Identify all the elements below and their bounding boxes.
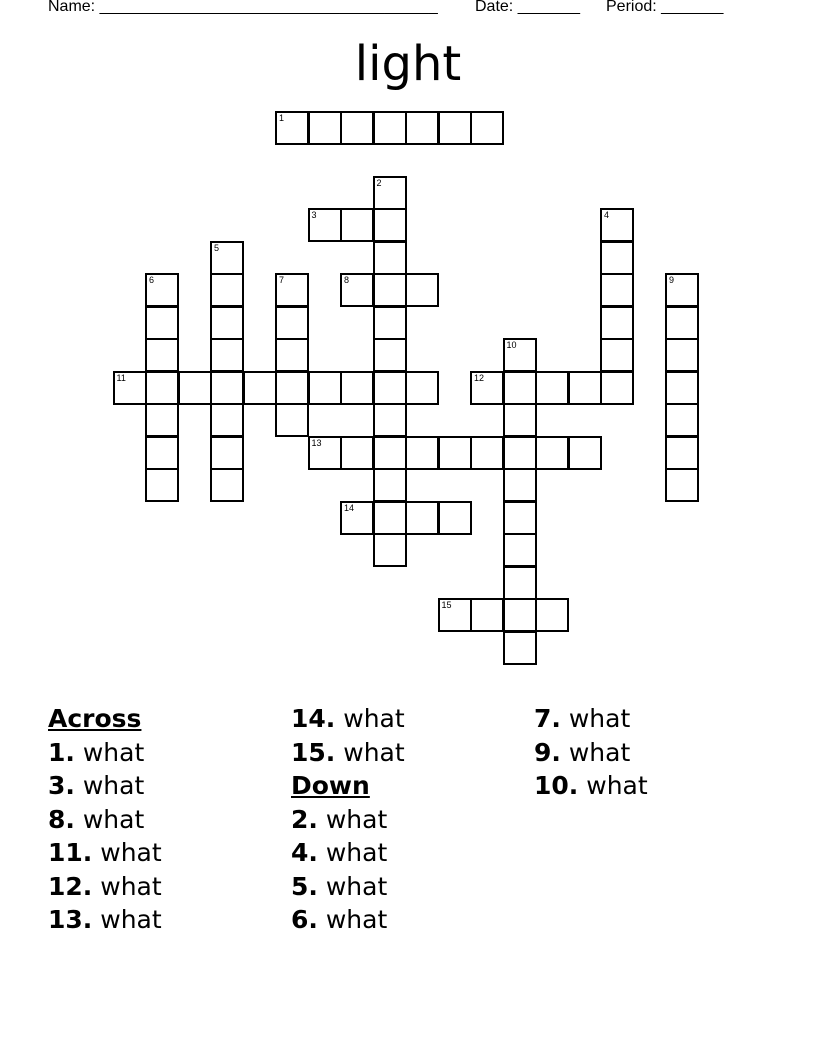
grid-cell[interactable] xyxy=(275,273,309,307)
grid-cell[interactable] xyxy=(210,241,244,275)
grid-cell[interactable] xyxy=(145,436,179,470)
clue-column-2 xyxy=(291,702,521,937)
clue-item-text: what xyxy=(82,737,145,767)
clue-item-text: what xyxy=(82,804,145,834)
grid-cell[interactable] xyxy=(470,436,504,470)
grid-cell[interactable] xyxy=(665,273,699,307)
clue-item-text: what xyxy=(343,737,405,767)
grid-cell[interactable] xyxy=(373,273,407,307)
grid-cell[interactable] xyxy=(535,436,569,470)
clue-item-number: 11. xyxy=(48,838,93,867)
clue-item-number: 14. xyxy=(291,704,336,733)
grid-cell[interactable] xyxy=(665,338,699,372)
clue-number: 9 xyxy=(669,275,675,285)
grid-cell[interactable] xyxy=(503,533,537,567)
grid-cell[interactable] xyxy=(535,598,569,632)
section-heading-text: Across xyxy=(48,704,142,733)
grid-cell[interactable] xyxy=(503,436,537,470)
grid-cell[interactable] xyxy=(600,338,634,372)
grid-cell[interactable] xyxy=(503,403,537,437)
grid-cell[interactable] xyxy=(503,338,537,372)
grid-cell[interactable] xyxy=(210,436,244,470)
grid-cell[interactable] xyxy=(373,403,407,437)
grid-cell[interactable] xyxy=(340,501,374,535)
clue-item-text: what xyxy=(568,704,631,733)
clue-item-text: what xyxy=(325,905,388,934)
clue-item xyxy=(48,903,278,937)
grid-cell[interactable] xyxy=(145,371,179,405)
grid-cell[interactable] xyxy=(503,371,537,405)
clue-item xyxy=(534,702,764,736)
grid-cell[interactable] xyxy=(113,371,147,405)
clue-item-number: 7. xyxy=(534,704,561,733)
grid-cell[interactable] xyxy=(503,501,537,535)
clue-item-number: 4. xyxy=(291,838,318,867)
clue-item xyxy=(291,803,521,837)
period-field[interactable]: Period: _______ xyxy=(606,0,724,15)
clue-number: 15 xyxy=(441,600,452,610)
grid-cell[interactable] xyxy=(308,436,342,470)
grid-cell[interactable] xyxy=(568,371,602,405)
clue-item-text: what xyxy=(100,838,162,867)
grid-cell[interactable] xyxy=(438,111,472,145)
grid-cell[interactable] xyxy=(340,273,374,307)
grid-cell[interactable] xyxy=(438,598,472,632)
clue-item-number: 10. xyxy=(534,771,579,800)
clue-item xyxy=(291,702,521,736)
grid-cell[interactable] xyxy=(600,208,634,242)
grid-cell[interactable] xyxy=(373,208,407,242)
grid-cell[interactable] xyxy=(665,436,699,470)
grid-cell[interactable] xyxy=(373,436,407,470)
clue-number: 12 xyxy=(474,372,485,383)
grid-cell[interactable] xyxy=(243,371,277,405)
clue-item-text: what xyxy=(325,804,388,834)
grid-cell[interactable] xyxy=(373,338,407,372)
grid-cell[interactable] xyxy=(405,273,439,307)
clue-item-number: 5. xyxy=(291,871,318,901)
grid-cell[interactable] xyxy=(373,111,407,145)
grid-cell[interactable] xyxy=(340,371,374,405)
clue-item xyxy=(48,870,278,904)
clue-number: 7 xyxy=(279,275,285,285)
section-heading-text: Down xyxy=(291,771,370,800)
clue-item xyxy=(48,803,278,837)
clue-item-text: what xyxy=(82,771,145,800)
grid-cell[interactable] xyxy=(210,403,244,437)
clue-item xyxy=(291,903,521,937)
clue-number: 10 xyxy=(506,340,517,350)
grid-cell[interactable] xyxy=(600,273,634,307)
clue-item-number: 12. xyxy=(48,871,93,901)
date-field[interactable]: Date: _______ xyxy=(475,0,580,15)
grid-cell[interactable] xyxy=(373,176,407,210)
grid-cell[interactable] xyxy=(308,111,342,145)
clue-number: 8 xyxy=(344,275,350,285)
grid-cell[interactable] xyxy=(600,306,634,340)
grid-cell[interactable] xyxy=(373,533,407,567)
clue-number: 6 xyxy=(149,275,155,285)
grid-cell[interactable] xyxy=(600,241,634,275)
clue-number: 2 xyxy=(376,177,382,188)
grid-cell[interactable] xyxy=(210,338,244,372)
grid-cell[interactable] xyxy=(405,371,439,405)
grid-cell[interactable] xyxy=(373,501,407,535)
grid-cell[interactable] xyxy=(373,468,407,502)
clue-number: 5 xyxy=(214,242,220,253)
clue-item-text: what xyxy=(325,871,388,901)
clue-item-number: 9. xyxy=(534,737,561,767)
grid-cell[interactable] xyxy=(535,371,569,405)
grid-cell[interactable] xyxy=(210,273,244,307)
grid-cell[interactable] xyxy=(145,273,179,307)
grid-cell[interactable] xyxy=(470,598,504,632)
clue-item-text: what xyxy=(343,704,405,733)
clue-item xyxy=(534,769,764,803)
puzzle-title: light xyxy=(354,36,462,92)
clue-item-text: what xyxy=(100,871,162,901)
grid-cell[interactable] xyxy=(340,208,374,242)
grid-cell[interactable] xyxy=(665,371,699,405)
clue-item-text: what xyxy=(586,771,648,800)
grid-cell[interactable] xyxy=(275,403,309,437)
grid-cell[interactable] xyxy=(438,436,472,470)
grid-cell[interactable] xyxy=(503,598,537,632)
grid-cell[interactable] xyxy=(178,371,212,405)
grid-cell[interactable] xyxy=(405,111,439,145)
grid-cell[interactable] xyxy=(470,111,504,145)
clue-item-number: 6. xyxy=(291,905,318,934)
grid-cell[interactable] xyxy=(568,436,602,470)
clue-section-heading xyxy=(291,769,521,803)
grid-cell[interactable] xyxy=(665,468,699,502)
grid-cell[interactable] xyxy=(340,111,374,145)
grid-cell[interactable] xyxy=(503,468,537,502)
name-field[interactable]: Name: ______________________________________ xyxy=(48,0,438,15)
clue-number: 1 xyxy=(279,112,285,123)
grid-cell[interactable] xyxy=(275,338,309,372)
grid-cell[interactable] xyxy=(503,566,537,600)
grid-cell[interactable] xyxy=(405,436,439,470)
grid-cell[interactable] xyxy=(210,371,244,405)
grid-cell[interactable] xyxy=(373,371,407,405)
clue-item-number: 1. xyxy=(48,737,75,767)
grid-cell[interactable] xyxy=(405,501,439,535)
clue-item-text: what xyxy=(100,905,162,934)
clue-item-number: 3. xyxy=(48,771,75,800)
clue-column-3 xyxy=(534,702,764,803)
grid-cell[interactable] xyxy=(275,111,309,145)
grid-cell[interactable] xyxy=(145,306,179,340)
grid-cell[interactable] xyxy=(145,468,179,502)
grid-cell[interactable] xyxy=(210,468,244,502)
grid-cell[interactable] xyxy=(665,306,699,340)
grid-cell[interactable] xyxy=(438,501,472,535)
clue-number: 11 xyxy=(116,372,126,383)
clue-item xyxy=(291,836,521,870)
clue-item-number: 8. xyxy=(48,804,75,834)
grid-cell[interactable] xyxy=(308,208,342,242)
clue-number: 4 xyxy=(604,210,610,220)
clue-item xyxy=(291,870,521,904)
clue-number: 14 xyxy=(344,502,355,513)
clue-section-heading xyxy=(48,702,278,736)
clue-item xyxy=(48,836,278,870)
grid-cell[interactable] xyxy=(275,306,309,340)
grid-cell[interactable] xyxy=(373,306,407,340)
grid-cell[interactable] xyxy=(145,338,179,372)
clue-item-text: what xyxy=(568,737,631,767)
grid-cell[interactable] xyxy=(145,403,179,437)
grid-cell[interactable] xyxy=(600,371,634,405)
clue-item xyxy=(534,736,764,770)
clue-number: 13 xyxy=(311,437,322,448)
clue-column-1 xyxy=(48,702,278,937)
clue-item-number: 15. xyxy=(291,737,336,767)
grid-cell[interactable] xyxy=(665,403,699,437)
clue-item xyxy=(48,769,278,803)
grid-cell[interactable] xyxy=(210,306,244,340)
clue-item-number: 13. xyxy=(48,905,93,934)
grid-cell[interactable] xyxy=(373,241,407,275)
grid-cell[interactable] xyxy=(470,371,504,405)
clue-item-number: 2. xyxy=(291,804,318,834)
clue-item xyxy=(48,736,278,770)
clue-item-text: what xyxy=(325,838,388,867)
clue-number: 3 xyxy=(311,210,317,220)
grid-cell[interactable] xyxy=(340,436,374,470)
clue-item xyxy=(291,736,521,770)
grid-cell[interactable] xyxy=(503,631,537,665)
grid-cell[interactable] xyxy=(308,371,342,405)
grid-cell[interactable] xyxy=(275,371,309,405)
